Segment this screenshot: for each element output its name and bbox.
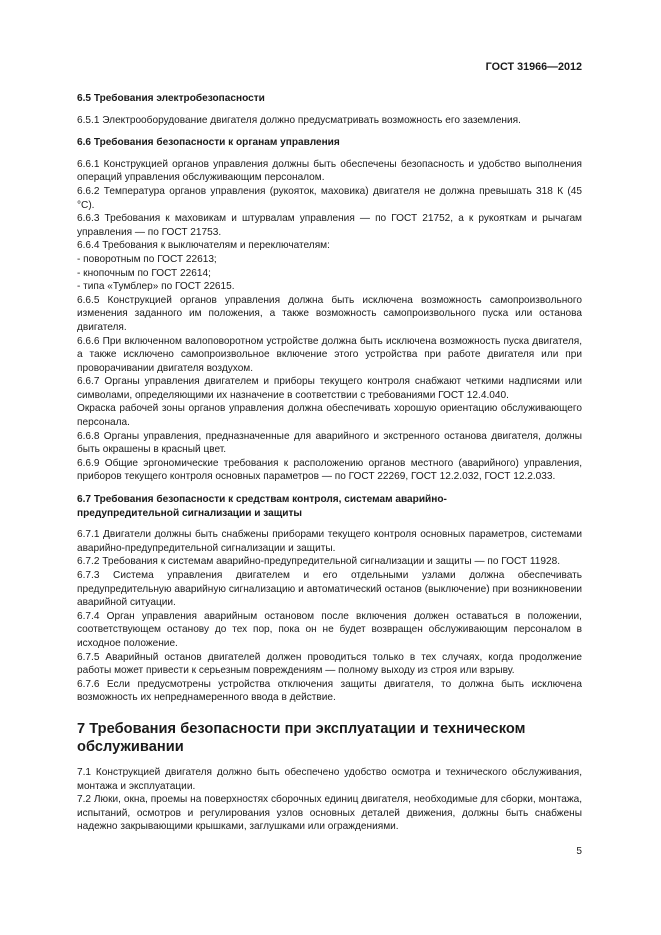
paragraph-6-6-8: 6.6.8 Органы управления, предназначенные для аварийного и экстренного останова двигателя, должны быть окрашены в красный цвет.: [77, 430, 582, 456]
list-item: - поворотным по ГОСТ 22613;: [77, 253, 217, 265]
paragraph-6-7-4: 6.7.4 Орган управления аварийным остановом после включения должен оставаться в положении, соответствующем останову до тех пор, пока он не будет возвращен обслуживающим персоналом в исходное положение.: [77, 610, 582, 649]
paragraph-6-7-1: 6.7.1 Двигатели должны быть снабжены приборами текущего контроля основных параметров, системами аварийно-предупредительной сигнализации и защиты.: [77, 529, 582, 554]
list-item: - кнопочным по ГОСТ 22614;: [77, 267, 211, 279]
switch-requirements-list: [77, 253, 582, 294]
paragraph-6-7-3: 6.7.3 Система управления двигателем и его отдельными узлами должна обеспечивать предупредительную аварийную сигнализацию и автоматический останов (выключение) при возникновении аварийной ситуации.: [77, 570, 582, 609]
paragraph-6-6-3: 6.6.3 Требования к маховикам и штурвалам управления — по ГОСТ 21752, а к рукояткам и рычагам управления — по ГОСТ 21753.: [77, 213, 582, 238]
document-content: [77, 92, 582, 834]
document-header: ГОСТ 31966—2012: [485, 61, 582, 73]
section-6-5-title: 6.5 Требования электробезопасности: [77, 93, 265, 104]
section-6-6-title: 6.6 Требования безопасности к органам управления: [77, 137, 340, 149]
paragraph-6-6-7-cont: Окраска рабочей зоны органов управления должна обеспечивать хорошую ориентацию обслуживающего персонала.: [77, 403, 582, 429]
section-7-title: 7 Требования безопасности при эксплуатации и техническом обслуживании: [77, 720, 526, 755]
section-6-7-title: 6.7 Требования безопасности к средствам контроля, системам аварийно-предупредительной сигнализации и защиты: [77, 494, 447, 519]
paragraph-6-7-6: 6.7.6 Если предусмотрены устройства отключения защиты двигателя, то должна быть исключена возможность их непреднамеренного ввода в действие.: [77, 678, 582, 704]
paragraph-6-6-4: 6.6.4 Требования к выключателям и переключателям:: [77, 240, 330, 252]
paragraph-7-2: 7.2 Люки, окна, проемы на поверхностях сборочных единиц двигателя, необходимые для сборки, монтажа, испытаний, осмотров и регулирования узлов основных деталей движения, должны быть снабжены надежно закрывающими крышками, заглушками или ограждениями.: [77, 794, 582, 833]
paragraph-6-6-9: 6.6.9 Общие эргономические требования к расположению органов местного (аварийного) управления, приборов текущего контроля основных параметров — по ГОСТ 22269, ГОСТ 12.2.032, ГОСТ 12.2.033.: [77, 457, 582, 483]
paragraph-6-5-1: 6.5.1 Электрооборудование двигателя должно предусматривать возможность его заземления.: [77, 114, 521, 126]
paragraph-6-6-5: 6.6.5 Конструкцией органов управления должна быть исключена возможность самопроизвольного изменения заданного им положения, а также возможность самопроизвольного пуска или останова двигателя.: [77, 294, 582, 333]
paragraph-6-6-2: 6.6.2 Температура органов управления (рукояток, маховика) двигателя не должна превышать 318 К (45 °С).: [77, 185, 582, 211]
paragraph-6-6-7: 6.6.7 Органы управления двигателем и приборы текущего контроля снабжают четкими надписями или символами, определяющими их назначение в соответствии с требованиями ГОСТ 12.4.040.: [77, 376, 582, 401]
paragraph-7-1: 7.1 Конструкцией двигателя должно быть обеспечено удобство осмотра и технического обслуживания, монтажа и эксплуатации.: [77, 766, 582, 792]
page-number: 5: [576, 846, 582, 857]
paragraph-6-6-6: 6.6.6 При включенном валоповоротном устройстве должна быть исключена возможность пуска двигателя, а также исключено самопроизвольное включение этого устройства при работе двигателя или при проворачивании двигателя воздухом.: [77, 335, 582, 374]
paragraph-6-7-2: 6.7.2 Требования к системам аварийно-предупредительной сигнализации и защиты — по ГОСТ 11928.: [77, 556, 561, 568]
paragraph-6-7-5: 6.7.5 Аварийный останов двигателей должен проводиться только в тех случаях, когда продолжение работы может привести к серьезным повреждениям — полному выходу из строя или взрыву.: [77, 651, 582, 677]
list-item: - типа «Тумблер» по ГОСТ 22615.: [77, 281, 235, 293]
paragraph-6-6-1: 6.6.1 Конструкцией органов управления должны быть обеспечены безопасность и удобство выполнения операций управления обслуживающим персоналом.: [77, 158, 582, 184]
